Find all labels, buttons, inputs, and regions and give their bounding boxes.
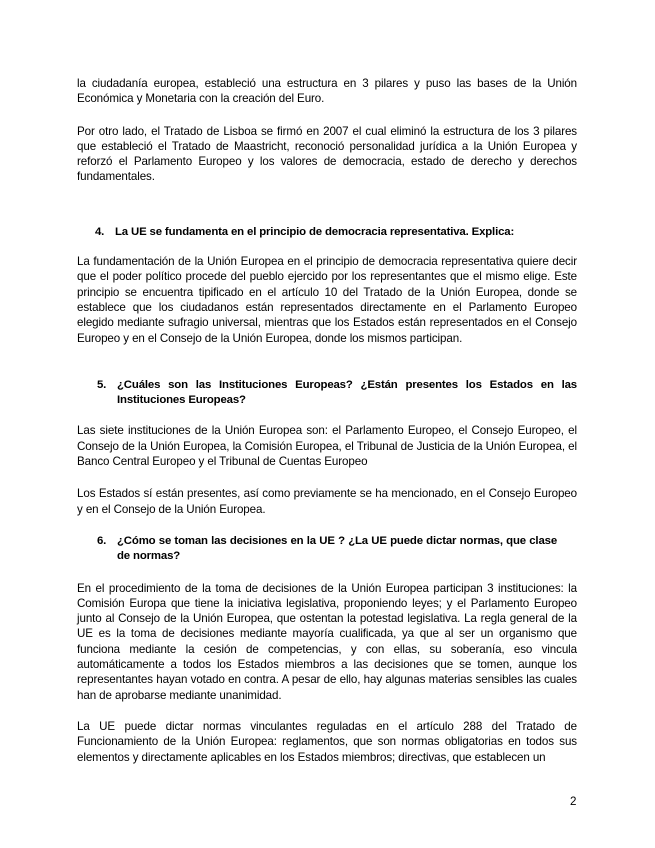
question-heading-5 [97, 378, 577, 409]
paragraph-estados-presentes: Los Estados sí están presentes, así como previamente se ha mencionado, en el Consejo Europeo y en el Consejo de la Unión Europea. [77, 487, 577, 516]
paragraph-lisboa: Por otro lado, el Tratado de Lisboa se firmó en 2007 el cual eliminó la estructura de los 3 pilares que estableció el Tratado de Maastricht, reconoció personalidad jurídica a la Unión Europea y reforzó el Parlamento Europeo y los valores de democracia, estado de derecho y derechos fundamentales. [77, 124, 577, 184]
paragraph-instituciones: Las siete instituciones de la Unión Europea son: el Parlamento Europeo, el Consejo Europeo, el Consejo de la Unión Europea, la Comisión Europea, el Tribunal de Justicia de la Unión Europea, el Banco Central Europeo y el Tribunal de Cuentas Europeo [77, 424, 577, 469]
page-content [77, 76, 577, 765]
paragraph-toma-decisiones: En el procedimiento de la toma de decisiones de la Unión Europea participan 3 instituciones: la Comisión Europa que tiene la iniciativa legislativa, proponiendo leyes; y el Parlamento Europeo junto al Consejo de la Unión Europea, que ostentan la potestad legislativa. La regla general de la UE es la toma de decisiones mediante mayoría cualificada, ya que al ser un organismo que funciona mediante la cesión de competencias, y con ellas, su soberanía, eso vincula automáticamente a todos los Estados miembros a las decisiones que se tomen, aunque los representantes hayan votado en contra. A pesar de ello, hay algunas materias sensibles las cuales han de aprobarse mediante unanimidad. [77, 581, 577, 702]
question-text: ¿Cómo se toman las decisiones en la UE ? ¿La UE puede dictar normas, que clase de normas? [117, 534, 557, 563]
question-number: 4. [95, 225, 105, 238]
page-number: 2 [570, 795, 577, 808]
paragraph-maastricht-continuation: la ciudadanía europea, estableció una estructura en 3 pilares y puso las bases de la Unión Económica y Monetaria con la creación del Euro. [77, 77, 577, 106]
question-text: ¿Cuáles son las Instituciones Europeas? ¿Están presentes los Estados en las Instituciones Europeas? [117, 378, 577, 407]
paragraph-normas-vinculantes: La UE puede dictar normas vinculantes reguladas en el artículo 288 del Tratado de Funcionamiento de la Unión Europea: reglamentos, que son normas obligatorias en todos sus elementos y directamente aplicables en los Estados miembros; directivas, que establecen un [77, 719, 577, 764]
question-number: 5. [97, 378, 107, 391]
paragraph-democracia-representativa: La fundamentación de la Unión Europea en el principio de democracia representativa quiere decir que el poder político procede del pueblo ejercido por los representantes que el mismo elige. Este principio se encuentra tipificado en el artículo 10 del Tratado de la Unión Europea, donde se establece que los ciudadanos están representados directamente en el Parlamento Europeo elegido mediante sufragio universal, mientras que los Estados están representados en el Consejo Europeo y en el Consejo de la Unión Europea, donde los mismos participan. [77, 255, 577, 345]
question-text: La UE se fundamenta en el principio de democracia representativa. Explica: [115, 225, 515, 238]
question-heading-6 [97, 534, 557, 565]
question-number: 6. [97, 534, 107, 547]
question-heading-4 [95, 225, 577, 240]
